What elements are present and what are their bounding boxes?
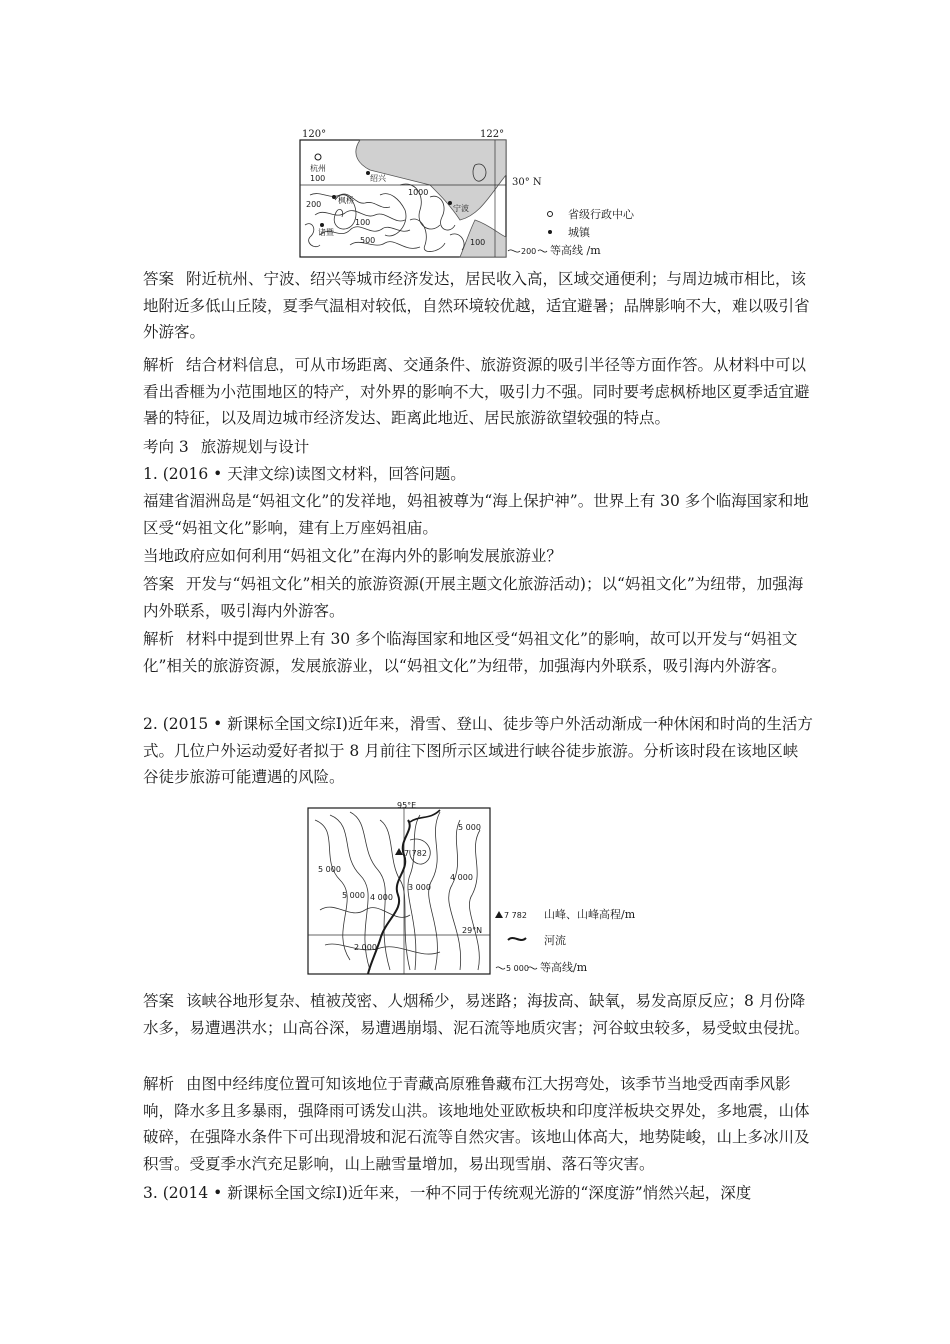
legend-river-label: 河流: [544, 934, 566, 947]
shaoxing-label: 绍兴: [370, 174, 386, 183]
question-2-stem: 2. (2015 • 新课标全国文综Ⅰ)近年来，滑雪、登山、徒步等户外活动渐成一种休闲和时尚的生活方式。几位户外运动爱好者拟于 8 月前往下图所示区域进行峡谷徒步旅游。分析该时段在该地区峡谷徒步旅游可能遭遇的风险。: [143, 715, 813, 786]
answer-text: 附近杭州、宁波、绍兴等城市经济发达，居民收入高，区域交通便利；与周边城市相比，该地附近多低山丘陵，夏季气温相对较低，自然环境较优越，适宜避暑；品牌影响不大，难以吸引省外游客。: [143, 270, 810, 341]
ningbo-marker: [448, 201, 452, 205]
legend-peak-label: 山峰、山峰高程/m: [544, 908, 636, 921]
question-2-answer: [143, 988, 813, 1041]
legend-capital-label: 省级行政中心: [568, 208, 634, 221]
section-heading: [143, 434, 813, 461]
answer-paragraph-1: [143, 266, 813, 346]
fengqiao-marker: [332, 195, 336, 199]
contour-4000b-label: 4 000: [370, 893, 393, 902]
q2-analysis-text: 由图中经纬度位置可知该地位于青藏高原雅鲁藏布江大拐弯处，该季节当地受西南季风影响，降水多且多暴雨，强降雨可诱发山洪。该地地处亚欧板块和印度洋板块交界处，多地震，山体破碎，在强降水条件下可出现滑坡和泥石流等自然灾害。该地山体高大，地势陡峻，山上多冰川及积雪。受夏季水汽充足影响，山上融雪量增加，易出现雪崩、落石等灾害。: [143, 1075, 810, 1173]
legend-contour2-icon-tail: [528, 967, 537, 969]
section-heading-label: 考向 3: [143, 438, 189, 456]
hangzhou-marker: [315, 154, 321, 160]
legend-river-icon: [508, 938, 526, 940]
question-1-stem: 1. (2016 • 天津文综)读图文材料，回答问题。: [143, 465, 466, 483]
q2-answer-text: 该峡谷地形复杂、植被茂密、人烟稀少，易迷路；海拔高、缺氧，易发高原反应；8 月份降水多，易遭遇洪水；山高谷深，易遭遇崩塌、泥石流等地质灾害；河谷蚊虫较多，易受蚊虫侵扰。: [143, 992, 810, 1037]
legend-town-label: 城镇: [568, 226, 590, 239]
question-3-stem: 3. (2014 • 新课标全国文综Ⅰ)近年来，一种不同于传统观光游的“深度游”悄然兴起，深度: [143, 1184, 752, 1202]
contour-2000-label: 2 000: [354, 943, 377, 952]
legend-town-icon: [548, 230, 552, 234]
map-fengqiao-svg: [290, 125, 670, 260]
contour-map-fengqiao: [290, 125, 670, 260]
question-1-analysis: [143, 626, 813, 679]
lon-122-label: 122°: [480, 129, 505, 140]
lat-29-label: 29°N: [462, 926, 483, 935]
q2-answer-lead: 答案: [143, 992, 175, 1010]
q2-analysis-lead: 解析: [143, 1075, 175, 1093]
question-2-analysis: [143, 1071, 813, 1177]
lon-120-label: 120°: [302, 129, 327, 140]
legend-contour2-value: 5 000: [506, 964, 529, 973]
contour-100a-label: 100: [310, 174, 326, 183]
peak-label: 7 782: [404, 849, 427, 858]
contour-500a-label: 500: [360, 236, 376, 245]
analysis-paragraph-1: [143, 352, 813, 432]
question-1-question: 当地政府应如何利用“妈祖文化”在海内外的影响发展旅游业？: [143, 547, 562, 565]
contour-4000a-label: 4 000: [450, 873, 473, 882]
legend-contour-icon: [508, 250, 520, 252]
analysis-lead: 解析: [143, 356, 175, 374]
hangzhou-label: 杭州: [310, 164, 326, 173]
contour-5000c-label: 5 000: [342, 891, 365, 900]
question-1-answer: [143, 571, 813, 624]
zhuji-marker: [320, 223, 324, 227]
zhuji-label: 诸暨: [318, 228, 334, 237]
legend-contour-value: 200: [521, 247, 537, 256]
lat-30-label: 30° N: [512, 177, 542, 188]
contour-100b-label: 100: [355, 218, 371, 227]
q1-answer-lead: 答案: [143, 575, 175, 593]
q1-answer-text: 开发与“妈祖文化”相关的旅游资源(开展主题文化旅游活动)；以“妈祖文化”为纽带，加强海内外联系，吸引海内外游客。: [143, 575, 804, 620]
contour-map-yarlung: [300, 800, 660, 980]
question-1-material: 福建省湄洲岛是“妈祖文化”的发祥地，妈祖被尊为“海上保护神”。世界上有 30 多个临海国家和地区受“妈祖文化”影响，建有上万座妈祖庙。: [143, 492, 809, 537]
map2-frame: [308, 808, 490, 974]
map-yarlung-svg: [300, 800, 660, 980]
fengqiao-label: 枫桥: [338, 196, 354, 205]
contour-1000-label: 1000: [408, 188, 429, 197]
legend-contour2-label: 等高线/m: [540, 961, 588, 974]
q1-analysis-text: 材料中提到世界上有 30 多个临海国家和地区受“妈祖文化”的影响，故可以开发与“妈祖文化”相关的旅游资源，发展旅游业，以“妈祖文化”为纽带，加强海内外联系，吸引海内外游客。: [143, 630, 798, 675]
contour-100c-label: 100: [470, 238, 486, 247]
legend-capital-icon: [548, 212, 553, 217]
lon-95-label: 95°E: [397, 801, 417, 810]
legend-contour-icon-tail: [538, 250, 547, 252]
legend-peak-value: 7 782: [504, 911, 527, 920]
contour-5000a-label: 5 000: [458, 823, 481, 832]
contour-3000-label: 3 000: [408, 883, 431, 892]
q1-analysis-lead: 解析: [143, 630, 175, 648]
legend-peak-icon: [495, 911, 503, 918]
legend-contour2-icon: [496, 967, 505, 969]
ningbo-label: 宁波: [453, 204, 469, 213]
contour-200a-label: 200: [306, 200, 322, 209]
contour-5000b-label: 5 000: [318, 865, 341, 874]
legend-contour-label: 等高线 /m: [550, 244, 601, 257]
section-heading-title: 旅游规划与设计: [200, 438, 310, 456]
analysis-text: 结合材料信息，可从市场距离、交通条件、旅游资源的吸引半径等方面作答。从材料中可以看出香榧为小范围地区的特产，对外界的影响不大，吸引力不强。同时要考虑枫桥地区夏季适宜避暑的特征，以及周边城市经济发达、距离此地近、居民旅游欲望较强的特点。: [143, 356, 810, 427]
answer-lead: 答案: [143, 270, 175, 288]
